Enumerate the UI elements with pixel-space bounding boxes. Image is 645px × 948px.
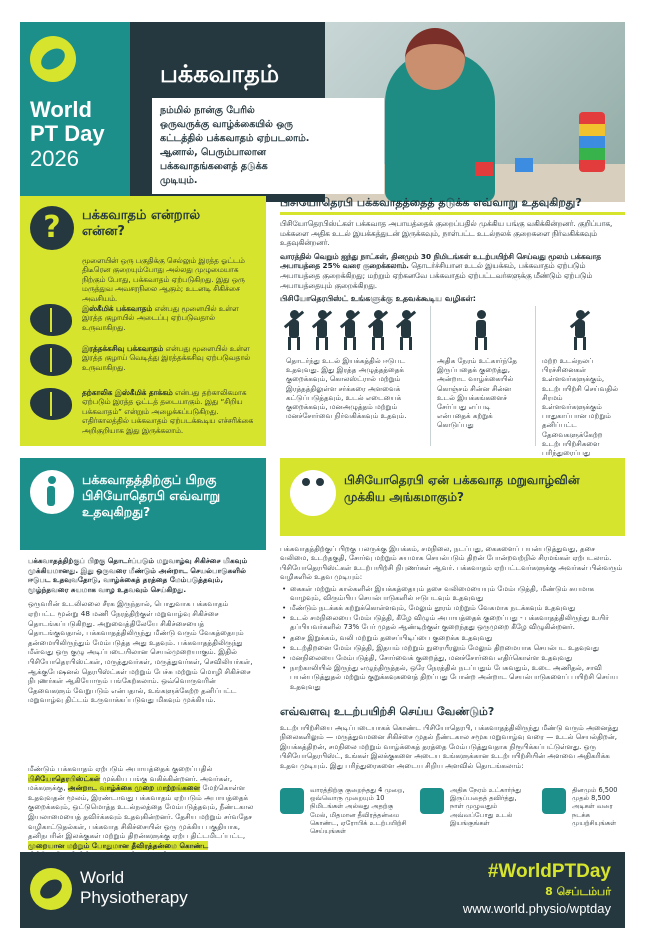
list-item: • நாற்காலியில் இருந்து எழுந்திருத்தல், ஒரே நேரத்தில் நடப்பதும் பேசுவதும், உடை அணிதல், சாவி பயன்படுத்துதல் மற்றும் குறுக்கவுகளைத் திறப்பது போன்ற அன்றாட செயல்பாடுகளைப் பயிற்சி செய்ய உதவுவது — [280, 663, 625, 691]
why-bullet-list — [280, 584, 625, 691]
highlight-run: முறையான மற்றும் போதுமான தீவிரத்தன்மை கொண்ட — [28, 840, 209, 850]
stroke-type-text — [82, 304, 254, 332]
list-item: • உடல் சமநிலையை மேம்படுத்தி, கீழே விழும் அபாயத்தைக் குறைப்பது - பக்கவாதத்திலிருந்து உயிர் தப்பியவர்களில் 73% பேர் முதல் ஆண்டிற்குள் குறைந்தது ஒருமுறை கீழே விழுகின்றனர். — [280, 613, 625, 631]
prevention-col-text: அதிக நேரம் உட்கார்ந்தே இருப்பதைக் குறைத்து, அன்றாட வாழ்க்கையில் கொஞ்சம் சின்ன சின்ன உடல் இயக்கங்களைச் சேர்ப்பது எப்படி என்பதைக் கற்றுக் கொடுப்பது — [437, 356, 517, 430]
highlight-run: பிசியோதெரபிஸ்ட்கள் — [28, 773, 101, 783]
brain-icon — [30, 304, 72, 336]
brain-icon — [30, 344, 72, 376]
after-heading: பக்கவாதத்திற்குப் பிறகு பிசியோதெரபி எவ்வாறு உதவுகிறது? — [82, 472, 221, 519]
prevention-rest: தொடர்ச்சியான உடல் இயக்கம், பக்கவாதம் ஏற்படும் அபாயத்தை குறைக்கிறது; மற்றும் ஏற்கனவே பக்கவாதம் ஏற்பட்டவர்களுக்கு மீண்டும் ஏற்படும் அபாயத்தையும் குறைக்கிறது. — [280, 261, 593, 290]
text-run: மேற்கொள்ள உதவுவதன் மூலம், இரண்டாவது பக்கவாதம் ஏற்படும் அபாயத்தைக் குறைக்கவும், ஒட்டுமொத்த உடல்நலத்தை மேம்படுத்தவும், நீண்டகால இயலாமையைத் தவிர்க்கவும் உதவுகின்றனர். தேசிய மற்றும் சர்வதேச வழிகாட்டுதல்கள், பக்கவாத சிகிச்சையின் ஒரு முக்கிய பகுதியாக, தனிநபரின் இலக்குகள் மற்றும் திறன்களுக்கு ஏற்ப திட்டமிடப்பட்ட, — [28, 783, 254, 841]
subtitle-line: நம்மில் நான்கு பேரில் — [160, 105, 255, 116]
why-physio-text — [280, 544, 625, 692]
page-title: பக்கவாதம் — [152, 60, 287, 91]
world-physio-logo-icon — [30, 36, 76, 82]
activity-tips — [280, 786, 625, 842]
logo-year: 2026 — [30, 146, 79, 171]
activity-tip-text: தினமும் 6,500 முதல் 8,500 அடிகள் வரை நடக்க முயற்சியுங்கள் — [572, 786, 618, 827]
prevention-col — [430, 306, 530, 446]
after-paragraph: ஒருவரின் உடலிலலை சீரக இருந்தால், பொதுவாக பக்கவாதம் ஏற்பட்ட மூன்று 48 மணி நேரத்திற்குள் மறுவாழ்வு சிகிச்சை தொடங்கப்படுகிறது. அறுவைத்திலேயே சிகிச்சையைத் தொடங்குவதால், பக்கவாதத்திலிருந்து மீண்டு வரும் வேகத்தையும் தன்மையிலிருந்தும் மேம்படுத்த அது உதவும். பக்கவாதத்திலிருந்து மீள்வது ஒரு குழு அடிப்படையிலான செயல்முறையாகும். இதில் பிசியோதெரபிஸ்ட்கள், மருத்துவர்கள், மருத்துவர்கள், செவிலியர்கள், ஆக்குபேஷனல் தெரபிஸ்ட்கள் மற்றும் பேச்சு மற்றும் மொழி சிகிச்சை நிபுணர்கள் ஆகியோரும் பங்கேற்கலாம். ஒவ்வொருவரின் தேவைகளும் வேறுபடும் என்பதால், உங்களுக்கேற்ற தனிப்பட்ட மறுவாழ்வு திட்டம் உருவாக்கப்படுவது மிகவும் முக்கியம். — [28, 599, 253, 705]
text-run: மீண்டும் பக்கவாதம் ஏற்படும் அபாயத்தைக் குறைப்பதில் — [28, 764, 213, 773]
subtitle-line: ஆனால், பெரும்பாலான — [160, 147, 266, 158]
after-stroke-box — [20, 458, 266, 550]
sitting-person-icon — [431, 306, 530, 352]
how-much-paragraph: உடற்பயிற்சியை அடிப்படையாகக் கொண்ட பிசியோதெரபி, பக்கவாதத்திலிருந்து மீண்டு வரும் அனைத்து நிலைகளிலும் — மருத்துவமனை சிகிச்சை முதல் நீண்டகால சமூக மறுவாழ்வு வரை — உடல் செயல்திறன், இயக்கத்திறன், சமநிலை மற்றும் வாழ்க்கைத் தரத்தை மேம்படுத்துவதாக நிரூபிக்கப்பட்டுள்ளது. ஒரு பிசியோதெரபிஸ்ட், உங்கள் இலக்குகளை அடைய உங்களுக்கான உடற்பயிற்சியின் அளவை அதிகரிக்க உதவ முடியும். இது பரிந்துரைகளை அடைய சிறிய அளவில் தொடங்கலாம்: — [280, 723, 619, 770]
footsteps-icon — [542, 788, 566, 814]
list-item: • மனநிலையை மேம்படுத்தி, சோர்வைக் குறைத்து, மனச்சோர்வை எதிர்கொள்ள உதவுவது — [280, 653, 625, 662]
prevention-col-text: தொடர்ந்து உடல் இயக்கத்தில் ஈடுபட உதவுவது. இது இரத்த அழுத்தத்தைக் குறைக்கவும், கொலஸ்ட்ரால் மற்றும் இரத்தத்திலுள்ள சர்க்கரை அளவைக் கட்டுப்படுத்தவும், உடல் எடையைக் குறைக்கவும், மனஅழுத்தம் மற்றும் மனச்சோர்வை நிர்வகிக்கவும் உதவும். — [286, 356, 407, 421]
activity-tip-text: வாரத்திற்கு குறைந்தது 4 முறை, ஒவ்வொரு முறையும் 10 நிமிடங்கள் அல்லது அதற்கு மேல், மிதமான தீவிரத்தன்மை கொண்ட, ஏரோபிக் உடற்பயிற்சி செய்யுங்கள் — [310, 786, 407, 836]
footer-brand-line: Physiotherapy — [80, 888, 188, 907]
prevention-stat: வாரத்தில் வெறும் ஐந்து நாட்கள், தினமும் 30 நிமிடங்கள் உடற்பயிற்சி செய்வது மூலம் பக்கவாத அபாயத்தை 25% வரை குறைக்கலாம். — [280, 251, 602, 271]
activity-tip — [420, 786, 535, 842]
how-much-section — [280, 705, 625, 770]
what-is-heading: பக்கவாதம் என்றால் என்ன? — [82, 208, 201, 239]
photo-stacking-toy — [579, 112, 605, 172]
prevention-heading: பிசியோதெரபி பக்கவாதத்தைத் தடுக்க எவ்வாறு உதவுகிறது? — [280, 196, 625, 215]
header-subtitle — [152, 98, 384, 194]
person-moving-icon — [420, 788, 444, 814]
question-icon: ? — [30, 206, 74, 250]
prevention-col-text: மற்ற உடல்நலப் பிரச்சினைகள் உள்ளவர்களுக்கும், உடற்பயிற்சி செய்வதில் சிரமம் உள்ளவர்களுக்கும் பாதுகாப்பான மற்றும் தனிப்பட்ட தேவைகளுக்கேற்ற உடற்பயிற்சிகளை பரிந்துரைப்பது — [542, 356, 619, 458]
stroke-type-text — [82, 344, 254, 372]
list-item: • உடற்திறனை மேம்படுத்தி, இதயம் மற்றும் நுரையீரலும் மேலும் திறமையாக செயல்பட உதவுவது — [280, 643, 625, 652]
stretching-person-icon — [536, 306, 625, 352]
exercise-figures-icon — [280, 306, 425, 352]
highlight-run: அன்றாட வாழ்க்கை முறை மாற்றங்களை — [67, 783, 201, 793]
how-much-heading: எவ்வளவு உடற்பயிற்சி செய்ய வேண்டும்? — [280, 705, 495, 718]
secondary-prevention-paragraph — [28, 764, 258, 860]
prevention-section — [280, 196, 625, 458]
list-item: • கைகள் மற்றும் கால்களின் இயக்கத்தையும் தசை வலிமையையும் மேம்படுத்தி, மீண்டும் சுயமாக வாழவும், விரும்பிய செயல்பாடுகளில் ஈடுபடவும் உதவுவது — [280, 584, 625, 602]
brain-icon — [30, 388, 72, 420]
subtitle-line: கட்டத்தில் பக்கவாதம் ஏற்படலாம். — [160, 133, 310, 144]
subtitle-line: பக்கவாதங்களைத் தடுக்க — [160, 161, 268, 172]
photo-patient-head — [405, 28, 465, 90]
subtitle-line: ஒருவருக்கு வாழ்க்கையில் ஒரு — [160, 119, 293, 130]
prevention-paragraph — [280, 252, 625, 290]
why-paragraph: பக்கவாதத்திற்குப் பிறகு பலருக்கு இயக்கம், சமநிலை, நடப்பது, கைகளைப் பயன்படுத்துவது, தசை வலிமை, உடற்தகுதி, சோர்வு மற்றும் சுயமாக செயல்படும் திறன் போன்றவற்றில் சிரமங்கள் ஏற்படலாம். — [280, 544, 612, 563]
activity-tip — [542, 786, 625, 842]
what-is-intro: மூளையின் ஒரு பகுதிக்கு செல்லும் இரத்த ஓட்டம் திடீரென குறையும்போது அல்லது முழுமையாக நிற்கும் போது, பக்கவாதம் ஏற்படுகிறது. இது ஒரு மருத்துவ அவசரநிலை ஆகும்; உடனடி சிகிச்சை அவசியம். — [82, 256, 245, 303]
prevention-subheading: பிசியோதெரபிஸ்ட் உங்களுக்கு உதவக்கூடிய வழிகள்: — [280, 294, 476, 304]
running-icon — [280, 788, 304, 814]
header-banner — [20, 22, 625, 202]
stroke-type-desc: என்பது மூளையில் உள்ள இரத்த குழாய் வெடித்து இரத்தக்கசிவு ஏற்படுவதால் உருவாகிறது. — [82, 344, 251, 372]
photo-block — [475, 162, 493, 176]
prevention-col — [535, 306, 625, 458]
stroke-type-name: இஸ்கீமிக் பக்கவாதம் — [82, 304, 153, 313]
activity-tip — [280, 786, 410, 842]
stroke-type-desc: என்பது தற்காலிகமாக ஏற்படும் இரத்த ஓட்டத் தடையாகும். இது “சிறிய பக்கவாதம்” என்றும் அழைக்கப்படுகிறது. எதிர்காலத்தில் பக்கவாதம் ஏற்படக்கூடிய எச்சரிக்கை அறிகுறியாக இது இருக்கலாம். — [82, 388, 254, 435]
footer-info — [463, 860, 611, 918]
list-item: • தசை இறுக்கம், வலி மற்றும் தசைப்பிடிப்பை குறைக்க உதவுவது — [280, 633, 625, 642]
why-heading: பிசியோதெரபி ஏன் பக்கவாத மறுவாழ்வின் முக்கிய அங்கமாகும்? — [344, 473, 580, 504]
physio-helping-icon — [290, 470, 336, 516]
world-physio-logo-icon — [30, 868, 72, 910]
secondary-prevention-text — [20, 764, 266, 865]
world-pt-day-logo — [20, 22, 130, 202]
photo-block — [515, 158, 533, 172]
after-text — [20, 556, 266, 710]
prevention-col — [280, 306, 425, 446]
hashtag: #WorldPTDay — [487, 861, 611, 882]
subtitle-line: முடியும். — [160, 175, 198, 186]
footer-brand-line: World — [80, 868, 125, 887]
stroke-type-desc: என்பது மூளையில் உள்ள இரத்த குழாயில் அடைப்பு ஏற்படுவதால் உருவாகிறது. — [82, 304, 239, 332]
footer-brand — [80, 868, 188, 908]
text-run: முக்கிய பங்கு வகிக்கின்றனர். அவர்கள், மக்களுக்கு, — [28, 773, 233, 793]
list-item: • மீண்டும் நடக்கக் கற்றுக்கொள்ளவும், மேலும் தூரம் மற்றும் வேகமாக நடக்கவும் உதவுவது — [280, 603, 625, 612]
website-url[interactable]: www.world.physio/wptday — [462, 901, 611, 916]
what-is-stroke-box — [20, 196, 266, 446]
stroke-type-name: இரத்தக்கசிவு பக்கவாதம் — [82, 344, 164, 353]
header-main — [130, 22, 625, 202]
stroke-type-name: தற்காலிக இஸ்கீமிக் தாக்கம் — [82, 388, 173, 397]
footer-banner — [20, 852, 625, 928]
walker-person-icon — [30, 470, 74, 514]
why-physio-box — [280, 458, 625, 536]
event-date: 8 செப்டம்பர் — [545, 885, 611, 898]
activity-tip-text: அதிக நேரம் உட்கார்ந்து இருப்பதைத் தவிர்த்து, நாள் முழுவதும் அவ்வப்போது உடல் இயங்குங்கள் — [450, 786, 522, 827]
why-paragraph: பிசியோதெரபிஸ்ட்கள் உடற்பயிற்சி நிபுணர்கள் ஆவர். பக்கவாதம் ஏற்பட்டவர்களுக்கு அவர்கள் பின்வரும் வழிகளில் உதவ முடியும்: — [280, 562, 623, 582]
stroke-type-text — [82, 388, 254, 435]
after-paragraph: பக்கவாதத்திற்குப் பிறகு தொடர்ப்படும் மறுவாழ்வு சிகிச்சை மிகவும் முக்கியமானது. இது ஒருவரை மீண்டும் அன்றாட செயல்பாடுகளில் ஈடுபட உதவுவதோடு, வாழ்க்கைத் தரத்தை மேம்படுத்தவும், மூழ்ந்தவரை சுயமாக வாழ உதவவும் செய்கிறது. — [28, 556, 248, 594]
prevention-columns — [280, 306, 625, 458]
prevention-paragraph: பிசியோதெரபிஸ்ட்கள் பக்கவாத அபாயத்தைக் குறைப்பதில் முக்கிய பங்கு வகிக்கின்றனர். குறிப்பாக, மக்களை அதிக உடல் இயக்கத்துடன் இருக்கவும், நாள்பட்ட உடல்நலக் குறைகளை நிர்வகிக்கவும் உதவுகின்றனர். — [280, 219, 613, 248]
logo-line2: PT Day — [30, 121, 105, 146]
logo-line1: World — [30, 97, 92, 122]
